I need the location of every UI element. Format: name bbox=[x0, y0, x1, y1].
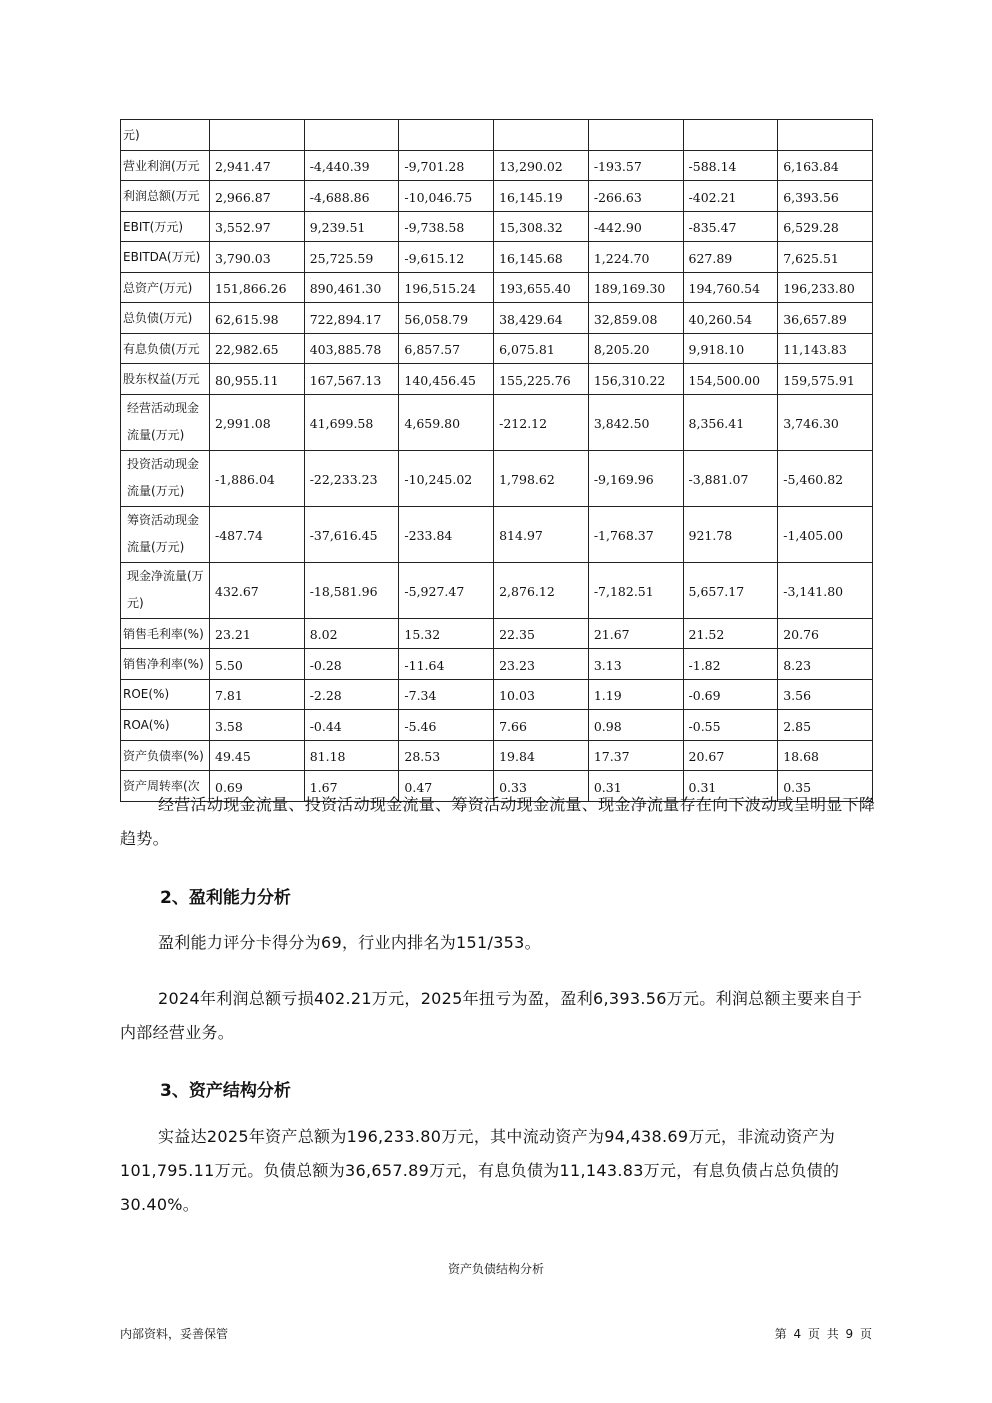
table-cell: -37,616.45 bbox=[304, 506, 399, 562]
table-cell: 0.69 bbox=[210, 771, 305, 802]
table-row bbox=[121, 181, 873, 212]
table-cell: -835.47 bbox=[683, 211, 778, 242]
table-cell: -9,701.28 bbox=[399, 150, 494, 181]
table-cell: -0.55 bbox=[683, 710, 778, 741]
table-cell: -0.28 bbox=[304, 649, 399, 680]
asset-structure-paragraph: 实益达2025年资产总额为196,233.80万元，其中流动资产为94,438.69万元，非流动资产为101,795.11万元。负债总额为36,657.89万元，有息负债为11,143.83万元，有息负债占总负债的30.40%。 bbox=[120, 1127, 840, 1214]
table-cell: 403,885.78 bbox=[304, 333, 399, 364]
table-cell bbox=[778, 120, 873, 151]
table-cell: 6,529.28 bbox=[778, 211, 873, 242]
table-row bbox=[121, 679, 873, 710]
row-label: 投资活动现金流量(万元) bbox=[121, 450, 210, 506]
table-cell: 159,575.91 bbox=[778, 364, 873, 395]
table-cell: 8,205.20 bbox=[588, 333, 683, 364]
financial-indicators-table bbox=[120, 119, 873, 802]
table-cell: 3,790.03 bbox=[210, 242, 305, 273]
table-cell: 2,876.12 bbox=[494, 562, 589, 618]
table-cell: 1,224.70 bbox=[588, 242, 683, 273]
table-row bbox=[121, 364, 873, 395]
table-cell: -1,886.04 bbox=[210, 450, 305, 506]
table-cell: 16,145.68 bbox=[494, 242, 589, 273]
chart-caption: 资产负债结构分析 bbox=[447, 1262, 544, 1276]
table-cell: -2.28 bbox=[304, 679, 399, 710]
row-label: 有息负债(万元 bbox=[121, 333, 210, 364]
profit-score-paragraph: 盈利能力评分卡得分为69，行业内排名为151/353。 bbox=[158, 933, 541, 952]
table-cell: 15,308.32 bbox=[494, 211, 589, 242]
cashflow-paragraph: 经营活动现金流量、投资活动现金流量、筹资活动现金流量、现金净流量存在向下波动或呈明显下降趋势。 bbox=[120, 795, 876, 848]
table-cell: -11.64 bbox=[399, 649, 494, 680]
table-cell: -5.46 bbox=[399, 710, 494, 741]
table-cell: -0.44 bbox=[304, 710, 399, 741]
table-row bbox=[121, 272, 873, 303]
table-cell: 921.78 bbox=[683, 506, 778, 562]
table-cell: -212.12 bbox=[494, 394, 589, 450]
table-cell: 49.45 bbox=[210, 740, 305, 771]
table-cell bbox=[588, 120, 683, 151]
table-cell: 151,866.26 bbox=[210, 272, 305, 303]
table-cell bbox=[494, 120, 589, 151]
table-cell: -193.57 bbox=[588, 150, 683, 181]
table-cell: 5,657.17 bbox=[683, 562, 778, 618]
table-row bbox=[121, 211, 873, 242]
table-cell: 3.58 bbox=[210, 710, 305, 741]
table-cell: 23.23 bbox=[494, 649, 589, 680]
table-row bbox=[121, 562, 873, 618]
table-cell: 189,169.30 bbox=[588, 272, 683, 303]
row-label: ROE(%) bbox=[121, 679, 210, 710]
table-row bbox=[121, 394, 873, 450]
row-label: 总负债(万元) bbox=[121, 303, 210, 334]
table-row bbox=[121, 710, 873, 741]
table-cell bbox=[683, 120, 778, 151]
table-cell bbox=[304, 120, 399, 151]
table-row bbox=[121, 450, 873, 506]
table-cell: 2.85 bbox=[778, 710, 873, 741]
table-cell: -1,405.00 bbox=[778, 506, 873, 562]
table-cell: 6,163.84 bbox=[778, 150, 873, 181]
table-row bbox=[121, 303, 873, 334]
table-cell: 0.31 bbox=[588, 771, 683, 802]
table-cell: -0.69 bbox=[683, 679, 778, 710]
footer-page-number: 第 4 页 共 9 页 bbox=[774, 1327, 872, 1341]
table-cell: 7.66 bbox=[494, 710, 589, 741]
table-cell: 3.13 bbox=[588, 649, 683, 680]
financial-table-body bbox=[121, 120, 873, 802]
table-cell: 62,615.98 bbox=[210, 303, 305, 334]
table-cell: -5,927.47 bbox=[399, 562, 494, 618]
table-cell: -3,141.80 bbox=[778, 562, 873, 618]
table-cell: -442.90 bbox=[588, 211, 683, 242]
table-cell: 10.03 bbox=[494, 679, 589, 710]
table-cell: 3,746.30 bbox=[778, 394, 873, 450]
table-cell: -4,688.86 bbox=[304, 181, 399, 212]
table-cell: -487.74 bbox=[210, 506, 305, 562]
table-cell: 3,552.97 bbox=[210, 211, 305, 242]
table-cell: -266.63 bbox=[588, 181, 683, 212]
table-cell: 20.67 bbox=[683, 740, 778, 771]
table-cell: 6,857.57 bbox=[399, 333, 494, 364]
table-cell: 38,429.64 bbox=[494, 303, 589, 334]
table-cell: 194,760.54 bbox=[683, 272, 778, 303]
table-cell: 16,145.19 bbox=[494, 181, 589, 212]
table-cell: 0.47 bbox=[399, 771, 494, 802]
table-cell: 32,859.08 bbox=[588, 303, 683, 334]
table-cell: 814.97 bbox=[494, 506, 589, 562]
table-cell: 1,798.62 bbox=[494, 450, 589, 506]
table-cell: -9,169.96 bbox=[588, 450, 683, 506]
table-cell: 40,260.54 bbox=[683, 303, 778, 334]
table-cell: 9,239.51 bbox=[304, 211, 399, 242]
table-row bbox=[121, 150, 873, 181]
table-cell: 7,625.51 bbox=[778, 242, 873, 273]
row-label: 资产周转率(次 bbox=[121, 771, 210, 802]
row-label: 元) bbox=[121, 120, 210, 151]
table-row bbox=[121, 333, 873, 364]
table-row bbox=[121, 120, 873, 151]
row-label: 利润总额(万元 bbox=[121, 181, 210, 212]
row-label: 总资产(万元) bbox=[121, 272, 210, 303]
profit-analysis-heading: 2、盈利能力分析 bbox=[160, 888, 291, 908]
row-label: 销售毛利率(%) bbox=[121, 618, 210, 649]
table-cell: 41,699.58 bbox=[304, 394, 399, 450]
table-cell bbox=[210, 120, 305, 151]
table-cell: 0.98 bbox=[588, 710, 683, 741]
table-cell: 20.76 bbox=[778, 618, 873, 649]
table-cell: -7.34 bbox=[399, 679, 494, 710]
table-cell: 8,356.41 bbox=[683, 394, 778, 450]
table-cell: 193,655.40 bbox=[494, 272, 589, 303]
profit-detail-paragraph: 2024年利润总额亏损402.21万元，2025年扭亏为盈，盈利6,393.56万元。利润总额主要来自于内部经营业务。 bbox=[120, 989, 863, 1042]
table-cell: 0.35 bbox=[778, 771, 873, 802]
table-cell: -4,440.39 bbox=[304, 150, 399, 181]
table-cell: -3,881.07 bbox=[683, 450, 778, 506]
row-label: 经营活动现金流量(万元) bbox=[121, 394, 210, 450]
table-cell: 154,500.00 bbox=[683, 364, 778, 395]
table-cell: -10,046.75 bbox=[399, 181, 494, 212]
table-cell: 2,941.47 bbox=[210, 150, 305, 181]
table-cell: 81.18 bbox=[304, 740, 399, 771]
row-label: 资产负债率(%) bbox=[121, 740, 210, 771]
table-cell: -402.21 bbox=[683, 181, 778, 212]
table-cell: -10,245.02 bbox=[399, 450, 494, 506]
table-cell: 196,233.80 bbox=[778, 272, 873, 303]
table-cell: -1.82 bbox=[683, 649, 778, 680]
table-cell: 13,290.02 bbox=[494, 150, 589, 181]
table-cell: 25,725.59 bbox=[304, 242, 399, 273]
table-cell: 196,515.24 bbox=[399, 272, 494, 303]
table-cell: 21.52 bbox=[683, 618, 778, 649]
asset-structure-heading: 3、资产结构分析 bbox=[160, 1081, 291, 1101]
table-cell: -22,233.23 bbox=[304, 450, 399, 506]
table-cell: 18.68 bbox=[778, 740, 873, 771]
table-cell: 6,393.56 bbox=[778, 181, 873, 212]
row-label: 现金净流量(万元) bbox=[121, 562, 210, 618]
table-cell: 167,567.13 bbox=[304, 364, 399, 395]
table-cell: 23.21 bbox=[210, 618, 305, 649]
table-cell: -9,738.58 bbox=[399, 211, 494, 242]
row-label: ROA(%) bbox=[121, 710, 210, 741]
table-cell: 8.23 bbox=[778, 649, 873, 680]
table-cell: 5.50 bbox=[210, 649, 305, 680]
table-cell: 2,991.08 bbox=[210, 394, 305, 450]
table-cell: 28.53 bbox=[399, 740, 494, 771]
table-cell: 56,058.79 bbox=[399, 303, 494, 334]
row-label: EBIT(万元) bbox=[121, 211, 210, 242]
table-cell: 3.56 bbox=[778, 679, 873, 710]
table-cell: 156,310.22 bbox=[588, 364, 683, 395]
table-cell: 6,075.81 bbox=[494, 333, 589, 364]
table-cell: 4,659.80 bbox=[399, 394, 494, 450]
table-cell: 8.02 bbox=[304, 618, 399, 649]
row-label: EBITDA(万元) bbox=[121, 242, 210, 273]
table-cell: 9,918.10 bbox=[683, 333, 778, 364]
table-cell: -18,581.96 bbox=[304, 562, 399, 618]
table-cell: 155,225.76 bbox=[494, 364, 589, 395]
table-cell: 21.67 bbox=[588, 618, 683, 649]
table-cell: -588.14 bbox=[683, 150, 778, 181]
table-cell: 17.37 bbox=[588, 740, 683, 771]
table-cell: 3,842.50 bbox=[588, 394, 683, 450]
table-row bbox=[121, 506, 873, 562]
table-cell: -233.84 bbox=[399, 506, 494, 562]
table-cell: 2,966.87 bbox=[210, 181, 305, 212]
table-cell: 7.81 bbox=[210, 679, 305, 710]
table-cell: 890,461.30 bbox=[304, 272, 399, 303]
table-cell: 19.84 bbox=[494, 740, 589, 771]
table-cell: 22.35 bbox=[494, 618, 589, 649]
table-cell: 36,657.89 bbox=[778, 303, 873, 334]
row-label: 筹资活动现金流量(万元) bbox=[121, 506, 210, 562]
table-cell: 0.33 bbox=[494, 771, 589, 802]
table-row bbox=[121, 242, 873, 273]
table-cell: 1.67 bbox=[304, 771, 399, 802]
table-row bbox=[121, 618, 873, 649]
table-cell: 11,143.83 bbox=[778, 333, 873, 364]
table-cell: 722,894.17 bbox=[304, 303, 399, 334]
table-cell: -7,182.51 bbox=[588, 562, 683, 618]
table-cell: -9,615.12 bbox=[399, 242, 494, 273]
table-cell: 1.19 bbox=[588, 679, 683, 710]
footer-confidential: 内部资料，妥善保管 bbox=[120, 1327, 229, 1341]
table-cell: 80,955.11 bbox=[210, 364, 305, 395]
financial-table-container bbox=[120, 119, 873, 802]
table-cell: 22,982.65 bbox=[210, 333, 305, 364]
table-row bbox=[121, 740, 873, 771]
table-cell: 0.31 bbox=[683, 771, 778, 802]
table-cell: -1,768.37 bbox=[588, 506, 683, 562]
table-row bbox=[121, 649, 873, 680]
row-label: 股东权益(万元 bbox=[121, 364, 210, 395]
table-cell: 627.89 bbox=[683, 242, 778, 273]
row-label: 销售净利率(%) bbox=[121, 649, 210, 680]
table-cell: 432.67 bbox=[210, 562, 305, 618]
table-cell: -5,460.82 bbox=[778, 450, 873, 506]
table-cell: 140,456.45 bbox=[399, 364, 494, 395]
table-cell bbox=[399, 120, 494, 151]
table-cell: 15.32 bbox=[399, 618, 494, 649]
row-label: 营业利润(万元 bbox=[121, 150, 210, 181]
